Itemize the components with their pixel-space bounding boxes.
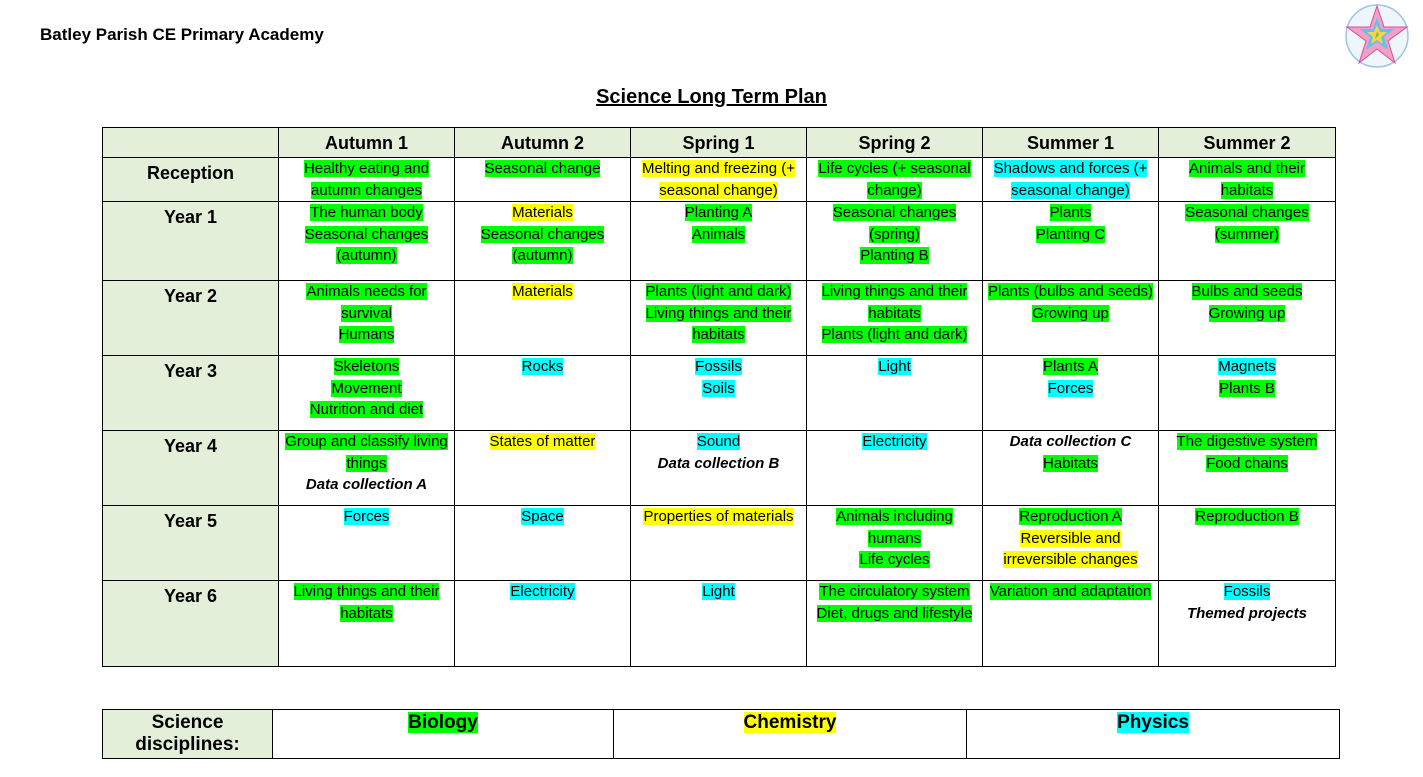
topic-item xyxy=(633,378,804,400)
plan-cell xyxy=(279,158,455,202)
topic-item xyxy=(809,281,980,324)
topic-label: Life cycles xyxy=(859,551,930,568)
topic-label: Reproduction A xyxy=(1019,508,1122,525)
topic-label: Space xyxy=(521,508,564,525)
topic-label: Electricity xyxy=(510,583,575,600)
topic-label: Planting C xyxy=(1035,225,1106,243)
plan-cell xyxy=(983,356,1159,431)
plan-row xyxy=(103,158,1336,202)
topic-item xyxy=(281,324,452,346)
topic-item xyxy=(633,224,804,246)
topic-item xyxy=(281,581,452,624)
plan-cell xyxy=(1159,281,1336,356)
topic-item xyxy=(281,506,452,528)
topic-item xyxy=(809,549,980,571)
plan-cell xyxy=(807,356,983,431)
topic-label: States of matter xyxy=(489,433,596,450)
long-term-plan-table xyxy=(102,127,1336,667)
topic-item xyxy=(457,581,628,603)
topic-label: Growing up xyxy=(1208,304,1286,322)
plan-cell xyxy=(279,581,455,667)
topic-item xyxy=(985,453,1156,475)
topic-label: Plants A xyxy=(1042,358,1099,375)
topic-item xyxy=(281,474,452,496)
plan-cell xyxy=(983,506,1159,581)
topic-item xyxy=(1161,202,1333,245)
topic-label: Skeletons xyxy=(333,358,400,375)
column-header: Spring 1 xyxy=(631,128,807,158)
chemistry-label: Chemistry xyxy=(743,712,837,733)
plan-cell xyxy=(455,158,631,202)
topic-label: Plants xyxy=(1049,204,1092,221)
topic-label: Melting and freezing (+ seasonal change) xyxy=(641,160,795,199)
plan-cell xyxy=(807,281,983,356)
topic-item xyxy=(281,399,452,421)
topic-item xyxy=(985,581,1156,603)
column-header: Autumn 2 xyxy=(455,128,631,158)
column-header: Summer 2 xyxy=(1159,128,1336,158)
plan-cell xyxy=(1159,431,1336,506)
topic-item xyxy=(281,378,452,400)
plan-cell xyxy=(279,506,455,581)
plan-cell xyxy=(631,202,807,281)
plan-cell xyxy=(983,202,1159,281)
topic-item xyxy=(809,202,980,245)
data-collection-label: Data collection B xyxy=(657,454,780,472)
topic-label: Bulbs and seeds xyxy=(1191,283,1303,300)
topic-item xyxy=(633,281,804,303)
topic-label: Seasonal change xyxy=(484,160,601,177)
topic-item xyxy=(985,356,1156,378)
topic-item xyxy=(281,431,452,474)
plan-cell xyxy=(279,202,455,281)
plan-cell xyxy=(455,202,631,281)
data-collection-label: Data collection A xyxy=(305,476,428,493)
topic-item xyxy=(457,224,628,267)
topic-label: Plants (bulbs and seeds) xyxy=(987,283,1154,300)
plan-cell xyxy=(279,356,455,431)
topic-item xyxy=(281,158,452,201)
topic-label: Fossils xyxy=(695,358,742,375)
star-badge-icon xyxy=(1343,3,1411,69)
topic-item xyxy=(809,324,980,346)
topic-item xyxy=(985,158,1156,201)
topic-item xyxy=(985,528,1156,571)
topic-item xyxy=(985,431,1156,453)
plan-cell xyxy=(1159,356,1336,431)
topic-label: Animals xyxy=(691,225,746,243)
topic-label: Healthy eating and autumn changes xyxy=(303,160,430,199)
biology-key-cell xyxy=(273,710,614,759)
column-header: Spring 2 xyxy=(807,128,983,158)
topic-item xyxy=(985,378,1156,400)
topic-label: Reversible and irreversible changes xyxy=(1003,529,1138,568)
topic-label: Plants B xyxy=(1219,379,1275,397)
data-collection-label: Themed projects xyxy=(1186,604,1308,622)
topic-item xyxy=(633,356,804,378)
topic-label: The circulatory system xyxy=(819,583,970,600)
plan-row xyxy=(103,431,1336,506)
topic-label: Nutrition and diet xyxy=(309,401,424,418)
topic-label: Seasonal changes (summer) xyxy=(1185,204,1309,243)
plan-cell xyxy=(1159,202,1336,281)
topic-item xyxy=(457,158,628,180)
topic-item xyxy=(985,281,1156,303)
topic-item xyxy=(1161,506,1333,528)
topic-label: Light xyxy=(702,583,735,600)
plan-row xyxy=(103,581,1336,667)
column-header: Summer 1 xyxy=(983,128,1159,158)
topic-label: Animals and their habitats xyxy=(1189,160,1305,199)
disciplines-key-table xyxy=(102,709,1340,759)
topic-label: Seasonal changes (spring) xyxy=(832,204,957,243)
topic-label: Animals including humans xyxy=(836,508,953,547)
disciplines-label: Science disciplines: xyxy=(103,710,273,759)
topic-item xyxy=(457,202,628,224)
physics-label: Physics xyxy=(1117,712,1189,733)
topic-item xyxy=(457,281,628,303)
topic-item xyxy=(1161,431,1333,453)
topic-item xyxy=(1161,603,1333,625)
topic-item xyxy=(633,431,804,453)
plan-cell xyxy=(455,431,631,506)
topic-item xyxy=(1161,581,1333,603)
plan-cell xyxy=(279,281,455,356)
topic-label: Food chains xyxy=(1206,454,1288,472)
data-collection-label: Data collection C xyxy=(1009,433,1132,450)
plan-cell xyxy=(807,506,983,581)
plan-cell xyxy=(983,431,1159,506)
topic-item xyxy=(457,356,628,378)
topic-label: Planting A xyxy=(684,204,753,221)
topic-label: Living things and their habitats xyxy=(645,304,792,343)
topic-label: Diet, drugs and lifestyle xyxy=(816,604,973,622)
plan-cell xyxy=(983,158,1159,202)
plan-cell xyxy=(1159,581,1336,667)
topic-label: Rocks xyxy=(521,358,564,375)
topic-label: Growing up xyxy=(1032,304,1109,322)
plan-cell xyxy=(807,431,983,506)
plan-cell xyxy=(631,281,807,356)
topic-item xyxy=(633,158,804,201)
plan-cell xyxy=(455,281,631,356)
plan-cell xyxy=(631,581,807,667)
topic-item xyxy=(809,603,980,625)
topic-label: Planting B xyxy=(860,247,929,264)
topic-label: Animals needs for survival xyxy=(306,283,427,322)
topic-item xyxy=(985,224,1156,246)
topic-label: Materials xyxy=(512,204,573,221)
plan-cell xyxy=(807,202,983,281)
plan-row xyxy=(103,506,1336,581)
topic-label: Humans xyxy=(338,326,395,343)
topic-item xyxy=(1161,303,1333,325)
topic-item xyxy=(985,202,1156,224)
topic-item xyxy=(457,506,628,528)
topic-item xyxy=(633,303,804,346)
plan-cell xyxy=(1159,506,1336,581)
topic-label: Habitats xyxy=(1042,454,1099,472)
topic-label: Life cycles (+ seasonal change) xyxy=(818,160,971,199)
topic-item xyxy=(809,431,980,453)
topic-label: Plants (light and dark) xyxy=(821,326,968,343)
topic-label: Living things and their habitats xyxy=(293,583,440,622)
plan-cell xyxy=(1159,158,1336,202)
topic-item xyxy=(985,303,1156,325)
plan-cell xyxy=(455,356,631,431)
plan-cell xyxy=(455,506,631,581)
topic-label: Forces xyxy=(1047,379,1094,397)
plan-row xyxy=(103,356,1336,431)
topic-item xyxy=(633,202,804,224)
plan-cell xyxy=(983,581,1159,667)
topic-item xyxy=(281,224,452,267)
plan-cell xyxy=(631,356,807,431)
plan-cell xyxy=(455,581,631,667)
topic-label: Electricity xyxy=(862,433,927,450)
column-header: Autumn 1 xyxy=(279,128,455,158)
biology-label: Biology xyxy=(408,712,478,733)
topic-item xyxy=(985,506,1156,528)
topic-label: The digestive system xyxy=(1176,433,1318,450)
page-title: Science Long Term Plan xyxy=(596,86,827,108)
topic-item xyxy=(281,281,452,324)
plan-row xyxy=(103,281,1336,356)
topic-item xyxy=(809,506,980,549)
plan-cell xyxy=(807,581,983,667)
topic-item xyxy=(1161,158,1333,201)
topic-item xyxy=(809,245,980,267)
topic-item xyxy=(281,356,452,378)
school-name: Batley Parish CE Primary Academy xyxy=(40,25,324,44)
topic-label: Variation and adaptation xyxy=(989,583,1152,600)
topic-item xyxy=(1161,453,1333,475)
row-label: Year 2 xyxy=(103,281,279,356)
topic-label: Living things and their habitats xyxy=(821,283,968,322)
plan-cell xyxy=(807,158,983,202)
topic-item xyxy=(809,581,980,603)
topic-label: Properties of materials xyxy=(643,508,794,525)
row-label: Year 3 xyxy=(103,356,279,431)
topic-label: Forces xyxy=(343,508,390,525)
topic-item xyxy=(1161,356,1333,378)
physics-key-cell xyxy=(967,710,1340,759)
plan-cell xyxy=(631,158,807,202)
topic-item xyxy=(1161,378,1333,400)
topic-label: Soils xyxy=(702,379,735,397)
corner-cell xyxy=(103,128,279,158)
plan-row xyxy=(103,202,1336,281)
topic-item xyxy=(633,506,804,528)
topic-item xyxy=(633,453,804,475)
chemistry-key-cell xyxy=(614,710,967,759)
plan-cell xyxy=(631,506,807,581)
plan-cell xyxy=(279,431,455,506)
row-label: Reception xyxy=(103,158,279,202)
topic-item xyxy=(1161,281,1333,303)
row-label: Year 5 xyxy=(103,506,279,581)
topic-label: Light xyxy=(878,358,911,375)
topic-item xyxy=(809,158,980,201)
topic-label: Group and classify living things xyxy=(285,433,448,472)
row-label: Year 1 xyxy=(103,202,279,281)
topic-label: Movement xyxy=(331,379,402,397)
topic-label: Magnets xyxy=(1218,358,1276,375)
topic-item xyxy=(809,356,980,378)
topic-label: Materials xyxy=(512,283,573,300)
topic-label: Reproduction B xyxy=(1195,508,1299,525)
plan-cell xyxy=(631,431,807,506)
topic-label: Sound xyxy=(696,433,741,450)
topic-label: Shadows and forces (+ seasonal change) xyxy=(993,160,1148,199)
header-row xyxy=(103,128,1336,158)
topic-item xyxy=(457,431,628,453)
topic-label: Fossils xyxy=(1223,583,1271,600)
row-label: Year 6 xyxy=(103,581,279,667)
topic-label: Seasonal changes (autumn) xyxy=(304,225,429,264)
row-label: Year 4 xyxy=(103,431,279,506)
topic-item xyxy=(633,581,804,603)
plan-cell xyxy=(983,281,1159,356)
topic-item xyxy=(281,202,452,224)
topic-label: Seasonal changes (autumn) xyxy=(480,225,605,264)
topic-label: Plants (light and dark) xyxy=(645,283,792,300)
topic-label: The human body xyxy=(310,204,423,221)
